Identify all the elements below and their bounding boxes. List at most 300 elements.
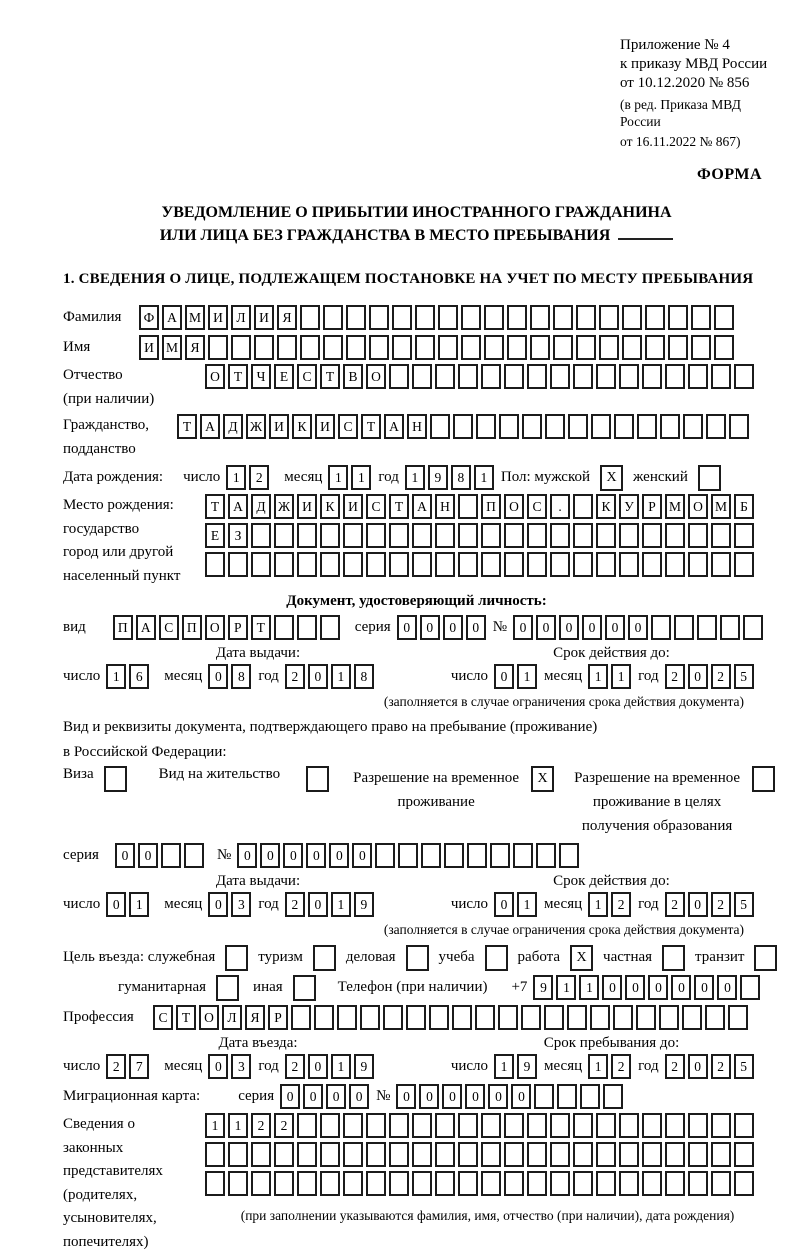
cell[interactable]	[412, 523, 432, 548]
cell[interactable]	[596, 523, 616, 548]
cell[interactable]: 1	[226, 465, 246, 490]
cell[interactable]	[499, 414, 519, 439]
cell[interactable]: 9	[517, 1054, 537, 1079]
cell[interactable]	[536, 843, 556, 868]
cell[interactable]	[475, 1005, 495, 1030]
cell[interactable]: 1	[556, 975, 576, 1000]
cell[interactable]	[705, 1005, 725, 1030]
cell[interactable]	[481, 1142, 501, 1167]
cell[interactable]: 0	[419, 1084, 439, 1109]
cell[interactable]	[360, 1005, 380, 1030]
cell[interactable]	[522, 414, 542, 439]
cell[interactable]	[458, 552, 478, 577]
cell[interactable]	[596, 364, 616, 389]
cell[interactable]	[458, 1142, 478, 1167]
cell[interactable]: 2	[249, 465, 269, 490]
cell[interactable]: Д	[223, 414, 243, 439]
cell[interactable]: 2	[711, 892, 731, 917]
cell[interactable]	[375, 843, 395, 868]
cell[interactable]	[734, 523, 754, 548]
cell[interactable]	[458, 494, 478, 519]
cell[interactable]	[688, 1171, 708, 1196]
cell[interactable]	[453, 414, 473, 439]
purpose-private-checkbox[interactable]	[662, 945, 685, 971]
cell[interactable]	[603, 1084, 623, 1109]
cell[interactable]: 1	[611, 664, 631, 689]
cell[interactable]	[406, 1005, 426, 1030]
cell[interactable]	[251, 552, 271, 577]
cell[interactable]	[369, 335, 389, 360]
cell[interactable]	[415, 305, 435, 330]
residence-permit-checkbox[interactable]	[306, 766, 329, 792]
cell[interactable]	[392, 335, 412, 360]
purpose-work-checkbox[interactable]: X	[570, 945, 593, 971]
cell[interactable]: 1	[331, 1054, 351, 1079]
cell[interactable]	[691, 335, 711, 360]
cell[interactable]	[596, 1142, 616, 1167]
cell[interactable]	[599, 305, 619, 330]
cell[interactable]: .	[550, 494, 570, 519]
cell[interactable]: 0	[349, 1084, 369, 1109]
cell[interactable]: Ж	[246, 414, 266, 439]
cell[interactable]	[576, 335, 596, 360]
cell[interactable]	[251, 1171, 271, 1196]
cell[interactable]	[343, 1142, 363, 1167]
cell[interactable]	[642, 552, 662, 577]
cell[interactable]: Т	[361, 414, 381, 439]
cell[interactable]: 6	[129, 664, 149, 689]
cell[interactable]: С	[159, 615, 179, 640]
cell[interactable]	[665, 1113, 685, 1138]
cell[interactable]: 0	[466, 615, 486, 640]
cell[interactable]: 0	[648, 975, 668, 1000]
cell[interactable]	[461, 335, 481, 360]
cell[interactable]: Т	[389, 494, 409, 519]
cell[interactable]: С	[153, 1005, 173, 1030]
cell[interactable]	[274, 552, 294, 577]
cell[interactable]: О	[205, 364, 225, 389]
cell[interactable]	[389, 523, 409, 548]
cell[interactable]: 0	[260, 843, 280, 868]
cell[interactable]	[613, 1005, 633, 1030]
cell[interactable]: К	[292, 414, 312, 439]
cell[interactable]: 0	[494, 892, 514, 917]
cell[interactable]	[161, 843, 181, 868]
cell[interactable]: 0	[303, 1084, 323, 1109]
cell[interactable]: М	[665, 494, 685, 519]
cell[interactable]: 0	[237, 843, 257, 868]
cell[interactable]: Л	[231, 305, 251, 330]
cell[interactable]: 3	[231, 1054, 251, 1079]
sex-male-checkbox[interactable]: X	[600, 465, 623, 491]
cell[interactable]	[642, 1171, 662, 1196]
cell[interactable]	[205, 1171, 225, 1196]
cell[interactable]	[740, 975, 760, 1000]
cell[interactable]	[550, 552, 570, 577]
cell[interactable]	[346, 335, 366, 360]
cell[interactable]	[642, 1142, 662, 1167]
cell[interactable]	[711, 364, 731, 389]
cell[interactable]	[184, 843, 204, 868]
cell[interactable]: 2	[285, 892, 305, 917]
cell[interactable]: Р	[268, 1005, 288, 1030]
cell[interactable]	[458, 1113, 478, 1138]
cell[interactable]: Р	[228, 615, 248, 640]
purpose-transit-checkbox[interactable]	[754, 945, 777, 971]
cell[interactable]: 2	[251, 1113, 271, 1138]
cell[interactable]	[711, 552, 731, 577]
cell[interactable]: 0	[488, 1084, 508, 1109]
cell[interactable]	[366, 1113, 386, 1138]
cell[interactable]	[320, 1113, 340, 1138]
cell[interactable]: 0	[329, 843, 349, 868]
cell[interactable]: О	[688, 494, 708, 519]
cell[interactable]	[734, 1171, 754, 1196]
cell[interactable]	[576, 305, 596, 330]
cell[interactable]: 2	[665, 1054, 685, 1079]
cell[interactable]: З	[228, 523, 248, 548]
cell[interactable]: Д	[251, 494, 271, 519]
cell[interactable]: 0	[625, 975, 645, 1000]
cell[interactable]: 2	[711, 664, 731, 689]
cell[interactable]: 0	[326, 1084, 346, 1109]
cell[interactable]	[452, 1005, 472, 1030]
cell[interactable]: К	[320, 494, 340, 519]
cell[interactable]	[668, 335, 688, 360]
cell[interactable]	[297, 615, 317, 640]
cell[interactable]	[720, 615, 740, 640]
cell[interactable]: 0	[602, 975, 622, 1000]
cell[interactable]: 2	[285, 1054, 305, 1079]
cell[interactable]	[691, 305, 711, 330]
cell[interactable]: 0	[511, 1084, 531, 1109]
cell[interactable]	[251, 523, 271, 548]
cell[interactable]	[366, 1142, 386, 1167]
cell[interactable]: 5	[734, 1054, 754, 1079]
cell[interactable]: 0	[115, 843, 135, 868]
cell[interactable]	[527, 1113, 547, 1138]
cell[interactable]	[622, 335, 642, 360]
cell[interactable]: 5	[734, 892, 754, 917]
cell[interactable]	[559, 843, 579, 868]
cell[interactable]	[504, 1142, 524, 1167]
cell[interactable]	[619, 1113, 639, 1138]
cell[interactable]	[481, 523, 501, 548]
cell[interactable]: Л	[222, 1005, 242, 1030]
cell[interactable]	[458, 523, 478, 548]
cell[interactable]	[481, 1113, 501, 1138]
cell[interactable]	[743, 615, 763, 640]
cell[interactable]: 7	[129, 1054, 149, 1079]
cell[interactable]	[467, 843, 487, 868]
cell[interactable]	[530, 305, 550, 330]
cell[interactable]	[567, 1005, 587, 1030]
cell[interactable]	[484, 335, 504, 360]
cell[interactable]	[636, 1005, 656, 1030]
cell[interactable]: 0	[559, 615, 579, 640]
cell[interactable]	[550, 1113, 570, 1138]
cell[interactable]	[435, 552, 455, 577]
cell[interactable]	[383, 1005, 403, 1030]
cell[interactable]: 0	[442, 1084, 462, 1109]
cell[interactable]: И	[208, 305, 228, 330]
cell[interactable]	[580, 1084, 600, 1109]
cell[interactable]: Т	[176, 1005, 196, 1030]
cell[interactable]	[734, 1142, 754, 1167]
cell[interactable]	[596, 552, 616, 577]
cell[interactable]	[660, 414, 680, 439]
cell[interactable]: Т	[251, 615, 271, 640]
cell[interactable]	[389, 1171, 409, 1196]
cell[interactable]	[665, 1171, 685, 1196]
cell[interactable]: А	[384, 414, 404, 439]
cell[interactable]	[550, 523, 570, 548]
cell[interactable]: 2	[611, 892, 631, 917]
cell[interactable]: 2	[285, 664, 305, 689]
cell[interactable]	[412, 552, 432, 577]
cell[interactable]: 1	[205, 1113, 225, 1138]
cell[interactable]	[435, 1171, 455, 1196]
cell[interactable]	[320, 615, 340, 640]
cell[interactable]: 0	[208, 1054, 228, 1079]
cell[interactable]	[389, 364, 409, 389]
cell[interactable]	[619, 552, 639, 577]
cell[interactable]	[389, 552, 409, 577]
cell[interactable]	[544, 1005, 564, 1030]
cell[interactable]: Я	[185, 335, 205, 360]
cell[interactable]: 1	[474, 465, 494, 490]
cell[interactable]	[228, 1171, 248, 1196]
cell[interactable]: Т	[177, 414, 197, 439]
cell[interactable]: 0	[397, 615, 417, 640]
cell[interactable]	[637, 414, 657, 439]
cell[interactable]: 1	[588, 664, 608, 689]
cell[interactable]	[573, 1171, 593, 1196]
cell[interactable]: 8	[451, 465, 471, 490]
cell[interactable]: П	[481, 494, 501, 519]
cell[interactable]: Я	[245, 1005, 265, 1030]
cell[interactable]: А	[228, 494, 248, 519]
cell[interactable]	[300, 335, 320, 360]
cell[interactable]: 1	[106, 664, 126, 689]
cell[interactable]	[323, 305, 343, 330]
cell[interactable]	[507, 305, 527, 330]
cell[interactable]: Ч	[251, 364, 271, 389]
cell[interactable]: 2	[711, 1054, 731, 1079]
cell[interactable]	[706, 414, 726, 439]
cell[interactable]	[665, 523, 685, 548]
cell[interactable]	[320, 523, 340, 548]
cell[interactable]: 9	[354, 892, 374, 917]
cell[interactable]	[274, 1171, 294, 1196]
cell[interactable]	[645, 335, 665, 360]
cell[interactable]	[688, 1113, 708, 1138]
cell[interactable]: 0	[306, 843, 326, 868]
cell[interactable]	[729, 414, 749, 439]
cell[interactable]: О	[205, 615, 225, 640]
cell[interactable]	[254, 335, 274, 360]
cell[interactable]	[412, 1113, 432, 1138]
sex-female-checkbox[interactable]	[698, 465, 721, 491]
cell[interactable]	[596, 1113, 616, 1138]
cell[interactable]: 9	[533, 975, 553, 1000]
cell[interactable]: Т	[320, 364, 340, 389]
cell[interactable]	[389, 1142, 409, 1167]
cell[interactable]: 0	[208, 892, 228, 917]
cell[interactable]	[521, 1005, 541, 1030]
cell[interactable]	[320, 1171, 340, 1196]
cell[interactable]	[208, 335, 228, 360]
cell[interactable]: 0	[494, 664, 514, 689]
purpose-humanitarian-checkbox[interactable]	[216, 975, 239, 1001]
cell[interactable]: О	[504, 494, 524, 519]
cell[interactable]: 9	[428, 465, 448, 490]
cell[interactable]	[619, 364, 639, 389]
cell[interactable]	[527, 523, 547, 548]
cell[interactable]: 0	[694, 975, 714, 1000]
cell[interactable]	[228, 1142, 248, 1167]
cell[interactable]: 8	[231, 664, 251, 689]
cell[interactable]	[527, 1171, 547, 1196]
cell[interactable]	[682, 1005, 702, 1030]
cell[interactable]: 0	[308, 1054, 328, 1079]
cell[interactable]: 0	[420, 615, 440, 640]
cell[interactable]	[444, 843, 464, 868]
cell[interactable]	[323, 335, 343, 360]
cell[interactable]	[438, 305, 458, 330]
cell[interactable]: М	[185, 305, 205, 330]
cell[interactable]: И	[254, 305, 274, 330]
cell[interactable]: И	[315, 414, 335, 439]
cell[interactable]: 0	[465, 1084, 485, 1109]
cell[interactable]: С	[366, 494, 386, 519]
cell[interactable]	[297, 1142, 317, 1167]
cell[interactable]: А	[162, 305, 182, 330]
cell[interactable]: 5	[734, 664, 754, 689]
cell[interactable]	[481, 364, 501, 389]
cell[interactable]	[728, 1005, 748, 1030]
cell[interactable]	[366, 552, 386, 577]
cell[interactable]	[228, 552, 248, 577]
cell[interactable]	[734, 364, 754, 389]
purpose-tourism-checkbox[interactable]	[313, 945, 336, 971]
cell[interactable]: А	[136, 615, 156, 640]
cell[interactable]	[274, 523, 294, 548]
cell[interactable]	[573, 1113, 593, 1138]
cell[interactable]	[421, 843, 441, 868]
cell[interactable]: М	[711, 494, 731, 519]
cell[interactable]	[429, 1005, 449, 1030]
cell[interactable]	[205, 552, 225, 577]
cell[interactable]: 8	[354, 664, 374, 689]
cell[interactable]	[622, 305, 642, 330]
cell[interactable]: 1	[405, 465, 425, 490]
cell[interactable]: 2	[106, 1054, 126, 1079]
cell[interactable]	[668, 305, 688, 330]
cell[interactable]: И	[297, 494, 317, 519]
cell[interactable]	[297, 1113, 317, 1138]
cell[interactable]: 0	[308, 664, 328, 689]
cell[interactable]	[461, 305, 481, 330]
cell[interactable]: Б	[734, 494, 754, 519]
cell[interactable]	[688, 1142, 708, 1167]
cell[interactable]: П	[113, 615, 133, 640]
cell[interactable]	[484, 305, 504, 330]
cell[interactable]: Е	[274, 364, 294, 389]
temp-residence-checkbox[interactable]: X	[531, 766, 554, 792]
cell[interactable]	[711, 1142, 731, 1167]
visa-checkbox[interactable]	[104, 766, 127, 792]
cell[interactable]: И	[139, 335, 159, 360]
cell[interactable]: 0	[443, 615, 463, 640]
cell[interactable]	[274, 1142, 294, 1167]
cell[interactable]: К	[596, 494, 616, 519]
cell[interactable]	[665, 364, 685, 389]
cell[interactable]	[481, 1171, 501, 1196]
cell[interactable]	[550, 1142, 570, 1167]
cell[interactable]: 2	[665, 892, 685, 917]
cell[interactable]	[343, 523, 363, 548]
cell[interactable]	[366, 1171, 386, 1196]
cell[interactable]	[568, 414, 588, 439]
cell[interactable]	[251, 1142, 271, 1167]
cell[interactable]	[590, 1005, 610, 1030]
cell[interactable]	[504, 552, 524, 577]
cell[interactable]: У	[619, 494, 639, 519]
cell[interactable]: 0	[396, 1084, 416, 1109]
cell[interactable]: С	[527, 494, 547, 519]
cell[interactable]	[553, 335, 573, 360]
cell[interactable]: А	[200, 414, 220, 439]
cell[interactable]	[553, 305, 573, 330]
cell[interactable]: 0	[688, 892, 708, 917]
cell[interactable]	[573, 1142, 593, 1167]
cell[interactable]	[415, 335, 435, 360]
cell[interactable]	[711, 1113, 731, 1138]
cell[interactable]: С	[338, 414, 358, 439]
cell[interactable]	[337, 1005, 357, 1030]
cell[interactable]	[458, 1171, 478, 1196]
cell[interactable]: 0	[352, 843, 372, 868]
cell[interactable]: 0	[308, 892, 328, 917]
cell[interactable]	[642, 523, 662, 548]
cell[interactable]	[504, 364, 524, 389]
cell[interactable]: 1	[331, 664, 351, 689]
cell[interactable]	[527, 364, 547, 389]
cell[interactable]: Ф	[139, 305, 159, 330]
cell[interactable]: 1	[588, 1054, 608, 1079]
cell[interactable]	[300, 305, 320, 330]
cell[interactable]	[527, 552, 547, 577]
cell[interactable]	[430, 414, 450, 439]
cell[interactable]	[642, 1113, 662, 1138]
cell[interactable]: А	[412, 494, 432, 519]
cell[interactable]	[734, 1113, 754, 1138]
cell[interactable]	[596, 1171, 616, 1196]
cell[interactable]: Т	[205, 494, 225, 519]
cell[interactable]	[297, 1171, 317, 1196]
cell[interactable]	[297, 523, 317, 548]
cell[interactable]: И	[269, 414, 289, 439]
cell[interactable]	[711, 1171, 731, 1196]
cell[interactable]: М	[162, 335, 182, 360]
cell[interactable]	[320, 1142, 340, 1167]
cell[interactable]	[665, 1142, 685, 1167]
cell[interactable]: 1	[328, 465, 348, 490]
cell[interactable]	[711, 523, 731, 548]
cell[interactable]: 0	[717, 975, 737, 1000]
temp-residence-education-checkbox[interactable]	[752, 766, 775, 792]
